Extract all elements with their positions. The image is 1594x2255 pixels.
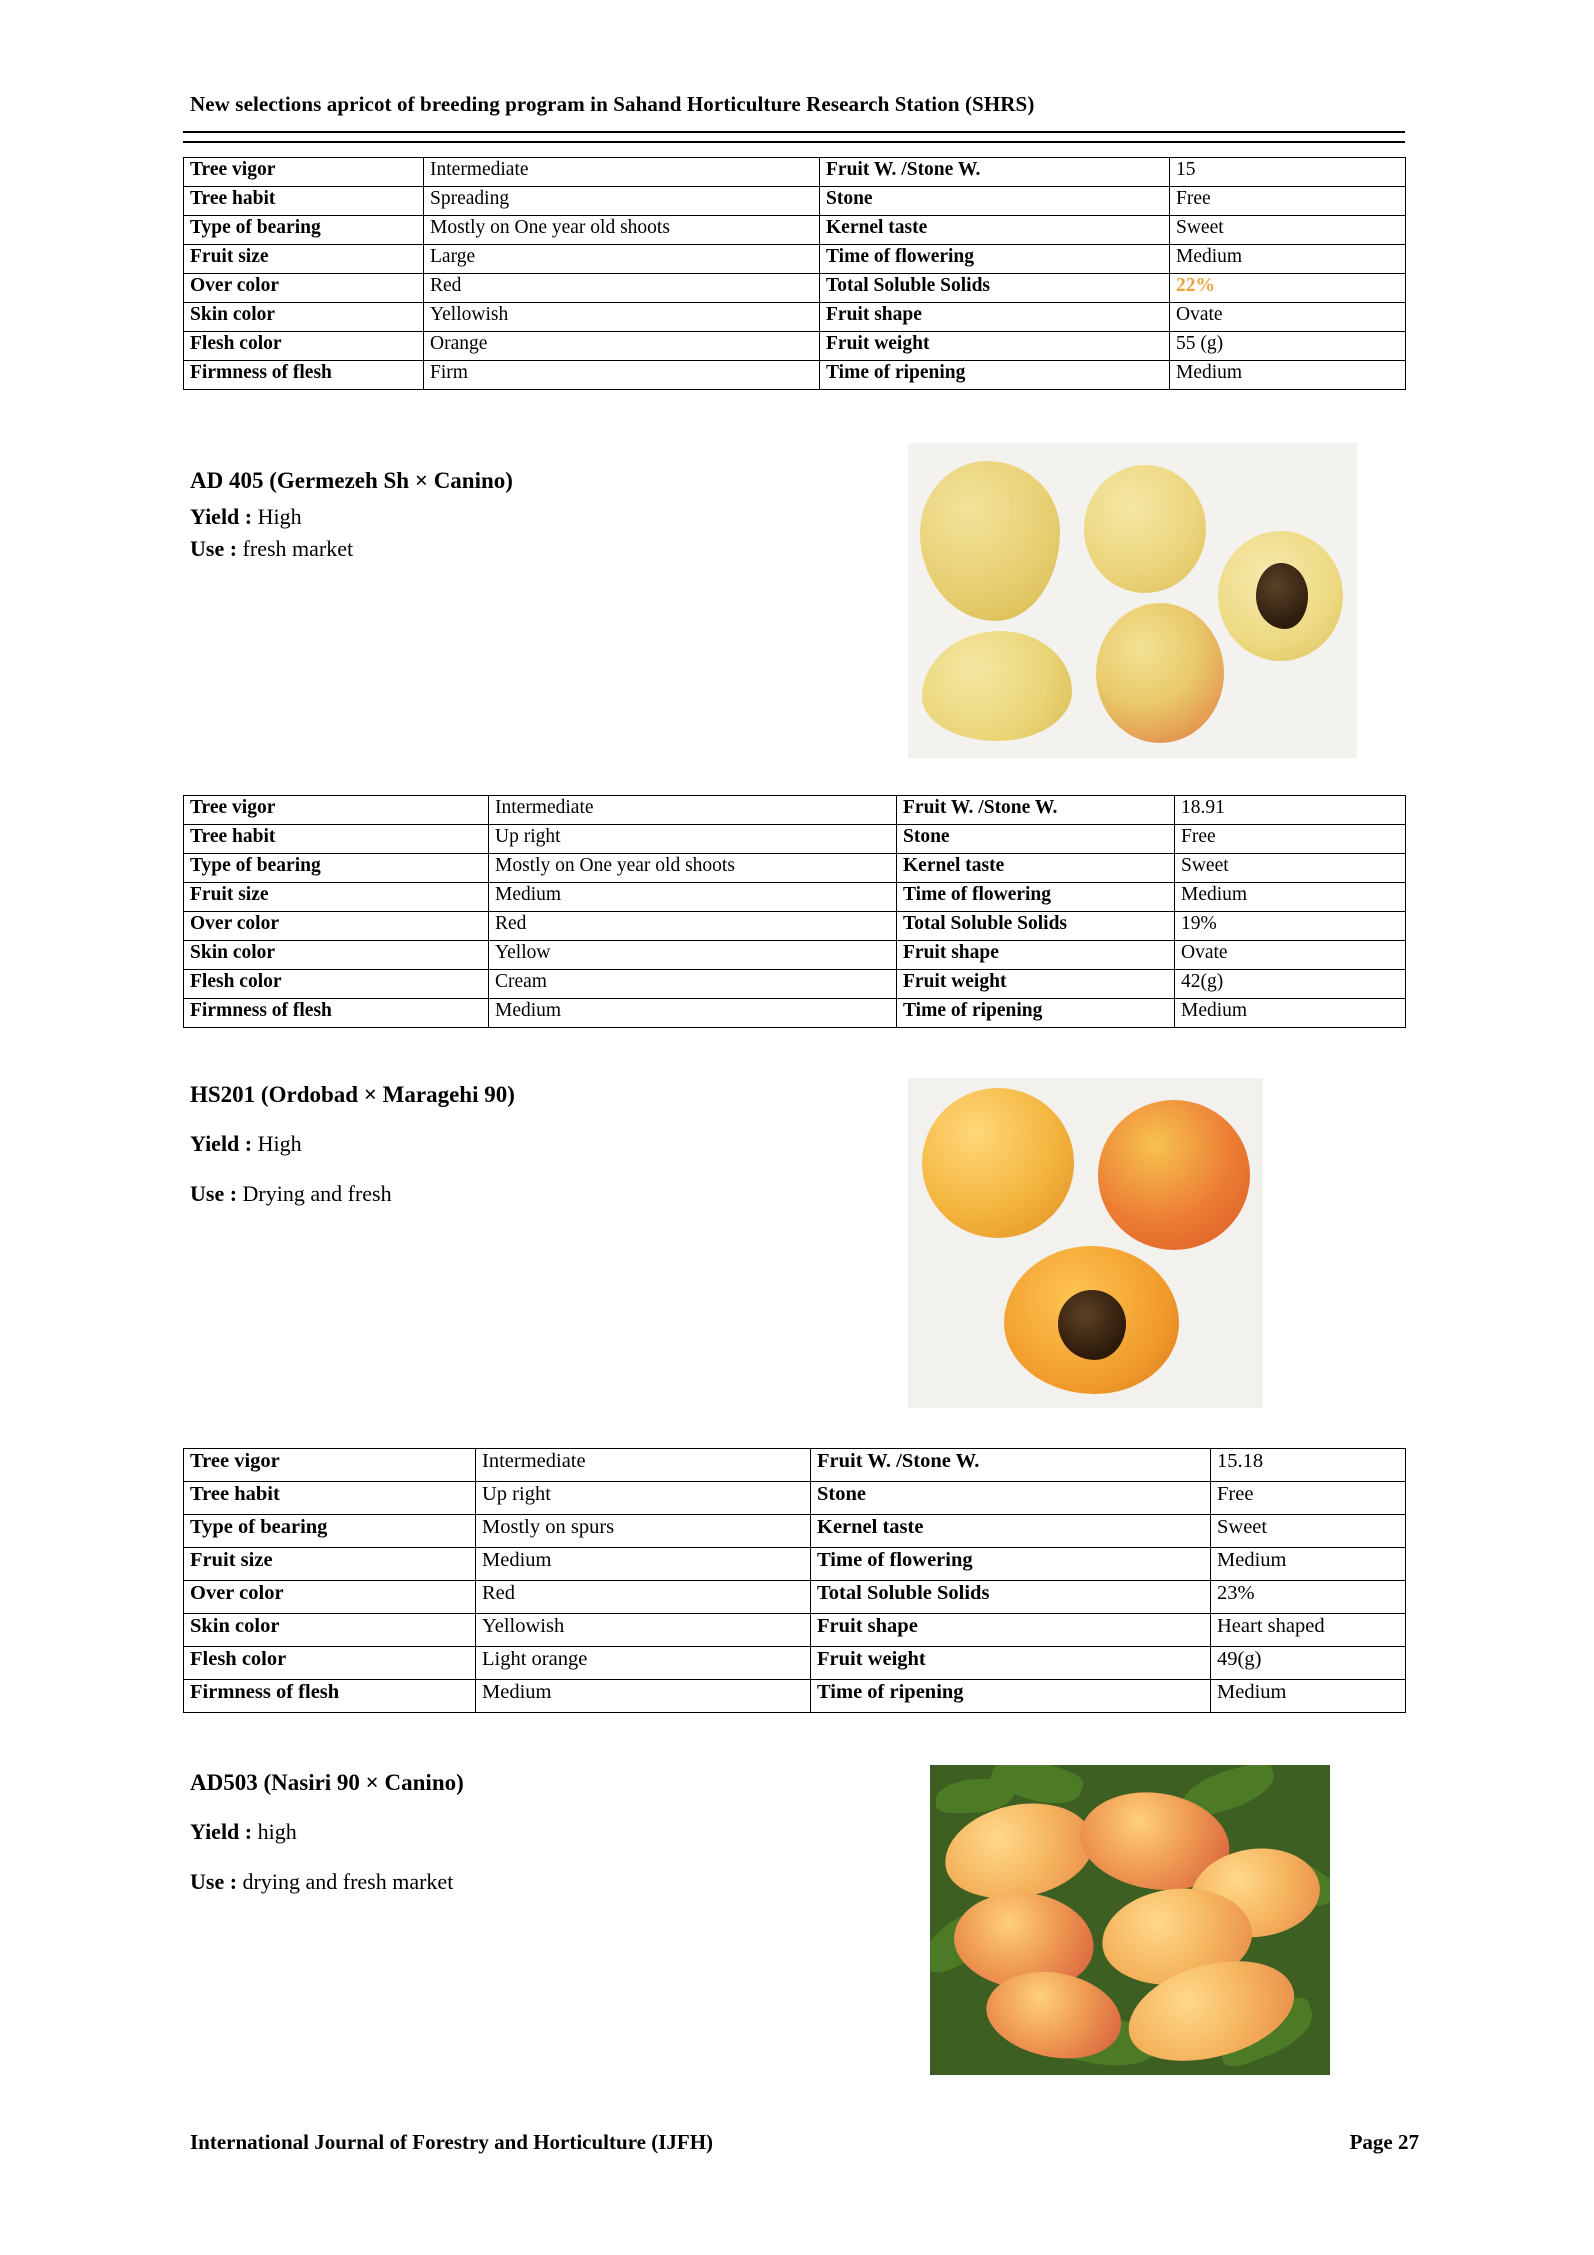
cell-value: Yellowish <box>424 303 820 332</box>
cell-value: Red <box>489 912 897 941</box>
cell-value: Mostly on spurs <box>476 1515 811 1548</box>
cell-value: Free <box>1175 825 1406 854</box>
cell-value: Yellowish <box>476 1614 811 1647</box>
apricot-fruit <box>1096 603 1224 743</box>
cell-label: Fruit shape <box>897 941 1175 970</box>
table-row <box>184 796 1406 825</box>
cell-value: Yellow <box>489 941 897 970</box>
table-row <box>184 216 1406 245</box>
cell-label: Fruit size <box>184 1548 476 1581</box>
cell-value: Red <box>424 274 820 303</box>
cell-value: Sweet <box>1175 854 1406 883</box>
cell-label: Kernel taste <box>820 216 1170 245</box>
apricot-fruit <box>922 1088 1074 1238</box>
cell-label: Type of bearing <box>184 216 424 245</box>
entry-yield <box>190 1819 464 1845</box>
entry-yield-value: High <box>257 504 302 529</box>
cell-value: Large <box>424 245 820 274</box>
table-row <box>184 1581 1406 1614</box>
cell-value: Medium <box>489 883 897 912</box>
cell-value: Heart shaped <box>1211 1614 1406 1647</box>
apricot-photo-2 <box>908 1078 1263 1408</box>
footer-journal-name: International Journal of Forestry and Horticulture (IJFH) <box>190 2130 714 2154</box>
cell-label: Fruit W. /Stone W. <box>811 1449 1211 1482</box>
entry-use <box>190 536 513 562</box>
cell-label: Firmness of flesh <box>184 1680 476 1713</box>
cell-label: Kernel taste <box>897 854 1175 883</box>
cell-value: Free <box>1170 187 1406 216</box>
title-rule-top <box>183 131 1405 133</box>
table-row <box>184 274 1406 303</box>
cell-value: Red <box>476 1581 811 1614</box>
apricot-stone <box>1058 1290 1126 1360</box>
cell-label: Fruit weight <box>811 1647 1211 1680</box>
cell-label: Flesh color <box>184 1647 476 1680</box>
apricot-photo-1 <box>908 443 1357 758</box>
cell-value: Medium <box>1175 883 1406 912</box>
cell-value: Spreading <box>424 187 820 216</box>
cell-value: 49(g) <box>1211 1647 1406 1680</box>
table-row <box>184 1614 1406 1647</box>
cell-label: Tree vigor <box>184 1449 476 1482</box>
cell-label: Stone <box>820 187 1170 216</box>
table-row <box>184 825 1406 854</box>
entry-use <box>190 1869 464 1895</box>
cell-value: Mostly on One year old shoots <box>424 216 820 245</box>
cell-label: Tree vigor <box>184 796 489 825</box>
cell-value: Medium <box>1211 1548 1406 1581</box>
entry-use-label: Use : <box>190 1869 238 1894</box>
cell-value: Ovate <box>1175 941 1406 970</box>
cell-value: Cream <box>489 970 897 999</box>
cell-value: Light orange <box>476 1647 811 1680</box>
cell-label: Time of ripening <box>897 999 1175 1028</box>
cell-value: Up right <box>476 1482 811 1515</box>
cell-value: Sweet <box>1170 216 1406 245</box>
cell-label: Firmness of flesh <box>184 999 489 1028</box>
table-row <box>184 883 1406 912</box>
entry-block-2 <box>190 1082 515 1231</box>
cell-label: Fruit size <box>184 883 489 912</box>
cell-value: Ovate <box>1170 303 1406 332</box>
cell-value: Intermediate <box>424 158 820 187</box>
cell-value: Up right <box>489 825 897 854</box>
apricot-fruit <box>920 461 1060 621</box>
cell-label: Skin color <box>184 303 424 332</box>
entry-yield-label: Yield : <box>190 504 253 529</box>
cell-label: Tree habit <box>184 1482 476 1515</box>
cell-value: Sweet <box>1211 1515 1406 1548</box>
table-row <box>184 999 1406 1028</box>
cell-label: Skin color <box>184 941 489 970</box>
entry-yield-label: Yield : <box>190 1819 253 1844</box>
entry-use-label: Use : <box>190 536 238 561</box>
cell-label: Over color <box>184 1581 476 1614</box>
cell-value: Mostly on One year old shoots <box>489 854 897 883</box>
cell-value: Firm <box>424 361 820 390</box>
cell-label: Fruit W. /Stone W. <box>820 158 1170 187</box>
cell-label: Flesh color <box>184 332 424 361</box>
table-row <box>184 941 1406 970</box>
cell-label: Skin color <box>184 1614 476 1647</box>
table-row <box>184 1515 1406 1548</box>
cell-value: Medium <box>476 1548 811 1581</box>
table-row <box>184 332 1406 361</box>
table-row <box>184 1647 1406 1680</box>
cell-value: Free <box>1211 1482 1406 1515</box>
entry-block-1 <box>190 468 513 568</box>
table-row <box>184 245 1406 274</box>
apricot-stone <box>1256 563 1308 629</box>
apricot-fruit <box>1084 465 1206 593</box>
cell-value: 15.18 <box>1211 1449 1406 1482</box>
cell-label: Kernel taste <box>811 1515 1211 1548</box>
table-row <box>184 158 1406 187</box>
apricot-fruit <box>1098 1100 1250 1250</box>
entry-use-value: fresh market <box>242 536 354 561</box>
cell-value: Medium <box>489 999 897 1028</box>
cell-value: Medium <box>1170 245 1406 274</box>
cell-label: Over color <box>184 274 424 303</box>
cell-label: Time of flowering <box>820 245 1170 274</box>
cell-label: Tree habit <box>184 187 424 216</box>
page-title: New selections apricot of breeding program in Sahand Horticulture Research Station (SHRS) <box>190 92 1035 116</box>
table-row <box>184 970 1406 999</box>
cell-label: Fruit size <box>184 245 424 274</box>
table-row <box>184 912 1406 941</box>
cell-value: 15 <box>1170 158 1406 187</box>
cell-value: Medium <box>1211 1680 1406 1713</box>
table-row <box>184 303 1406 332</box>
cell-value: 18.91 <box>1175 796 1406 825</box>
cell-label: Total Soluble Solids <box>820 274 1170 303</box>
entry-name: AD 405 (Germezeh Sh × Canino) <box>190 468 513 493</box>
cell-label: Firmness of flesh <box>184 361 424 390</box>
apricot-photo-3 <box>930 1765 1330 2075</box>
spec-table-2 <box>183 795 1406 1028</box>
entry-yield-value: high <box>257 1819 297 1844</box>
footer-page-number: Page 27 <box>1349 2130 1419 2154</box>
cell-label: Fruit shape <box>820 303 1170 332</box>
cell-label: Time of ripening <box>820 361 1170 390</box>
cell-label: Time of flowering <box>811 1548 1211 1581</box>
spec-table-1 <box>183 157 1406 390</box>
cell-label: Stone <box>811 1482 1211 1515</box>
table-row <box>184 1548 1406 1581</box>
cell-value: 23% <box>1211 1581 1406 1614</box>
entry-yield <box>190 1131 515 1157</box>
entry-block-3 <box>190 1770 464 1919</box>
cell-label: Time of flowering <box>897 883 1175 912</box>
table-row <box>184 187 1406 216</box>
cell-value: 55 (g) <box>1170 332 1406 361</box>
cell-value: Intermediate <box>476 1449 811 1482</box>
cell-value: Intermediate <box>489 796 897 825</box>
entry-use-value: Drying and fresh <box>242 1181 392 1206</box>
table-row <box>184 854 1406 883</box>
entry-use-label: Use : <box>190 1181 238 1206</box>
table-row <box>184 361 1406 390</box>
cell-label: Time of ripening <box>811 1680 1211 1713</box>
spec-table-3 <box>183 1448 1406 1713</box>
cell-label: Fruit shape <box>811 1614 1211 1647</box>
cell-value: Medium <box>476 1680 811 1713</box>
table-row <box>184 1449 1406 1482</box>
title-rule-bottom <box>183 141 1405 143</box>
apricot-fruit <box>922 631 1072 741</box>
entry-yield-value: High <box>257 1131 302 1156</box>
cell-label: Tree habit <box>184 825 489 854</box>
entry-use-value: drying and fresh market <box>242 1869 454 1894</box>
cell-label: Over color <box>184 912 489 941</box>
cell-value: Medium <box>1175 999 1406 1028</box>
cell-label: Type of bearing <box>184 1515 476 1548</box>
entry-name: HS201 (Ordobad × Maragehi 90) <box>190 1082 515 1107</box>
cell-label: Stone <box>897 825 1175 854</box>
cell-label: Total Soluble Solids <box>897 912 1175 941</box>
entry-yield <box>190 504 513 530</box>
cell-label: Total Soluble Solids <box>811 1581 1211 1614</box>
cell-label: Fruit weight <box>820 332 1170 361</box>
table-row <box>184 1482 1406 1515</box>
cell-value: Orange <box>424 332 820 361</box>
entry-yield-label: Yield : <box>190 1131 253 1156</box>
table-row <box>184 1680 1406 1713</box>
cell-label: Fruit weight <box>897 970 1175 999</box>
cell-value: Medium <box>1170 361 1406 390</box>
cell-label: Tree vigor <box>184 158 424 187</box>
entry-use <box>190 1181 515 1207</box>
cell-label: Fruit W. /Stone W. <box>897 796 1175 825</box>
entry-name: AD503 (Nasiri 90 × Canino) <box>190 1770 464 1795</box>
cell-value-highlight: 22% <box>1170 274 1406 303</box>
cell-label: Flesh color <box>184 970 489 999</box>
cell-value: 19% <box>1175 912 1406 941</box>
cell-value: 42(g) <box>1175 970 1406 999</box>
cell-label: Type of bearing <box>184 854 489 883</box>
